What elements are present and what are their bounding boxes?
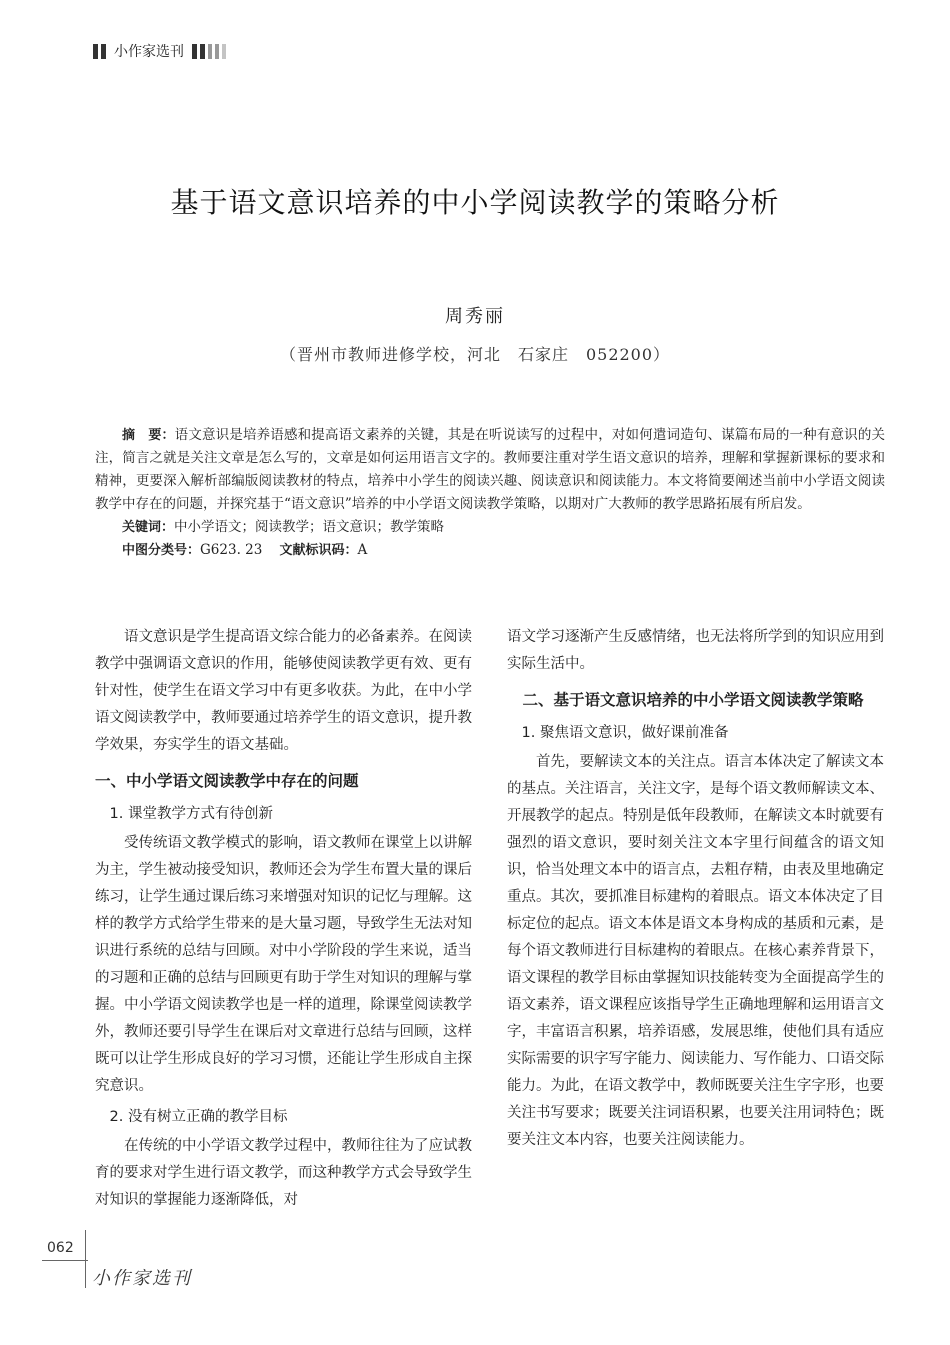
body-paragraph: 在传统的中小学语文教学过程中，教师往往为了应试教育的要求对学生进行语文教学，而这种教学方式会导致学生对知识的掌握能力逐渐降低，对 <box>95 1138 472 1208</box>
footer-divider <box>85 1230 86 1288</box>
doc-code: A <box>357 542 368 558</box>
footer-rule <box>42 1260 88 1261</box>
header-bar-icon <box>93 44 98 59</box>
abstract-paragraph <box>95 424 885 516</box>
keywords-line <box>122 516 885 539</box>
article-title: 基于语文意识培养的中小学阅读教学的策略分析 <box>170 186 780 219</box>
section-heading-1: 一、中小学语文阅读教学中存在的问题 <box>95 772 359 790</box>
abstract-label: 摘 要： <box>122 428 175 443</box>
subsection-heading-2-1: 1. 聚焦语文意识，做好课前准备 <box>521 725 729 741</box>
header-bar-icon <box>222 44 226 59</box>
author-name: 周秀丽 <box>445 306 505 327</box>
clc-label: 中图分类号： <box>122 543 201 558</box>
subsection-heading-1-2: 2. 没有树立正确的教学目标 <box>109 1109 288 1125</box>
abstract-block <box>95 424 885 562</box>
running-header <box>93 40 229 62</box>
doc-code-label: 文献标识码： <box>279 543 358 558</box>
continued-paragraph: 语文学习逐渐产生反感情绪，也无法将所学到的知识应用到实际生活中。 <box>507 629 884 672</box>
journal-name: 小作家选刊 <box>114 44 184 60</box>
subsection-heading-1-1: 1. 课堂教学方式有待创新 <box>109 806 273 822</box>
footer-logo: 小作家选刊 <box>92 1268 192 1289</box>
header-bar-icon <box>215 44 219 59</box>
header-bar-icon <box>101 44 106 59</box>
intro-paragraph: 语文意识是学生提高语文综合能力的必备素养。在阅读教学中强调语文意识的作用，能够使阅读教学更有效、更有针对性，使学生在语文学习中有更多收获。为此，在中小学语文阅读教学中，教师要通过培养学生的语文意识，提升教学效果，夯实学生的语文基础。 <box>95 629 472 753</box>
classification-line <box>122 539 885 562</box>
right-column <box>507 624 884 1154</box>
left-column <box>95 624 472 1214</box>
author-affiliation: （晋州市教师进修学校，河北 石家庄 052200） <box>279 345 671 364</box>
keywords-label: 关键词： <box>122 520 175 535</box>
header-bar-icon <box>200 44 205 59</box>
section-heading-2: 二、基于语文意识培养的中小学语文阅读教学策略 <box>522 691 864 709</box>
clc-code: G623. 23 <box>200 542 263 558</box>
page-number: 062 <box>47 1240 74 1256</box>
body-paragraph: 首先，要解读文本的关注点。语言本体决定了解读文本的基点。关注语言，关注文字，是每个语文教师解读文本、开展教学的起点。特别是低年段教师，在解读文本时就要有强烈的语文意识，要时刻关注文本字里行间蕴含的语文知识，恰当处理文本中的语言点，去粗存精，由表及里地确定重点。其次，要抓准目标建构的着眼点。语文本体决定了目标定位的起点。语文本体是语文本身构成的基质和元素，是每个语文教师进行目标建构的着眼点。在核心素养背景下，语文课程的教学目标由掌握知识技能转变为全面提高学生的语文素养，语文课程应该指导学生正确地理解和运用语言文字，丰富语言积累，培养语感，发展思维，使他们具有适应实际需要的识字写字能力、阅读能力、写作能力、口语交际能力。为此，在语文教学中，教师既要关注生字字形，也要关注书写要求；既要关注词语积累，也要关注用词特色；既要关注文本内容，也要关注阅读能力。 <box>507 754 884 1148</box>
header-bar-icon <box>192 44 197 59</box>
header-bar-icon <box>208 44 212 59</box>
keywords-text: 中小学语文；阅读教学；语文意识；教学策略 <box>174 519 445 535</box>
abstract-text: 语文意识是培养语感和提高语文素养的关键，其是在听说读写的过程中，对如何遣词造句、谋篇布局的一种有意识的关注，简言之就是关注文章是怎么写的，文章是如何运用语言文字的。教师要注重对学生语文意识的培养，理解和掌握新课标的要求和精神，更要深入解析部编版阅读教材的特点，培养中小学生的阅读兴趣、阅读意识和阅读能力。本文将简要阐述当前中小学语文阅读教学中存在的问题，并探究基于“语文意识”培养的中小学语文阅读教学策略，以期对广大教师的教学思路拓展有所启发。 <box>95 427 885 512</box>
body-paragraph: 受传统语文教学模式的影响，语文教师在课堂上以讲解为主，学生被动接受知识，教师还会为学生布置大量的课后练习，让学生通过课后练习来增强对知识的记忆与理解。这样的教学方式给学生带来的是大量习题，导致学生无法对知识进行系统的总结与回顾。对中小学阶段的学生来说，适当的习题和正确的总结与回顾更有助于学生对知识的理解与掌握。中小学语文阅读教学也是一样的道理，除课堂阅读教学外，教师还要引导学生在课后对文章进行总结与回顾，这样既可以让学生形成良好的学习习惯，还能让学生形成自主探究意识。 <box>95 835 472 1094</box>
